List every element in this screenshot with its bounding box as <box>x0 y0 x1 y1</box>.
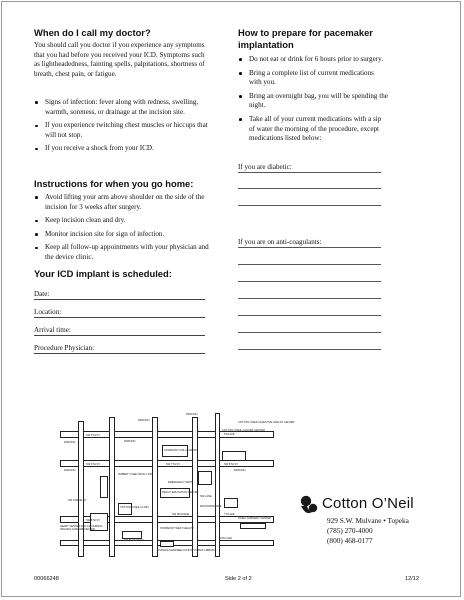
road <box>192 417 198 557</box>
building <box>224 498 238 508</box>
building-label: STORMONT VAIL HOSPITAL <box>164 449 199 452</box>
clinic-building <box>118 503 132 515</box>
anticoagulant-line[interactable] <box>238 247 381 248</box>
building-label: O'NEIL SURGERY CENTER <box>238 517 272 520</box>
arrival-time-label: Arrival time: <box>34 326 71 334</box>
list-item: Do not eat or drink for 6 hours prior to surgery. <box>238 55 388 65</box>
diabetic-line[interactable] <box>238 188 381 189</box>
list-item: Keep incision clean and dry. <box>34 216 212 226</box>
street-label: 7TH AVE <box>224 513 235 516</box>
cotton-oneil-logo-icon <box>298 494 320 516</box>
list-item: Keep all follow-up appointments with your physician and the device clinic. <box>34 243 212 262</box>
road <box>152 417 158 557</box>
anticoagulant-line[interactable] <box>238 281 381 282</box>
building-label: COTTON O'NEIL CLINIC <box>120 506 150 509</box>
list-item: Take all of your current medications with a sip of water the morning of the procedure, except medications listed below: <box>238 115 388 144</box>
parking-label: PARKING <box>138 419 150 422</box>
physician-field[interactable] <box>34 344 205 354</box>
building <box>198 471 212 485</box>
library-building <box>160 541 174 547</box>
street-label: SW 5TH ST <box>86 434 100 437</box>
list-item: Avoid lifting your arm above shoulder on the side of the incision for 3 weeks after surgery. <box>34 193 212 212</box>
prepare-list <box>238 55 388 148</box>
parking-label: PARKING <box>186 413 198 416</box>
form-code: 00066248 <box>34 576 59 582</box>
street-label: SW HORNE ST <box>68 499 87 502</box>
brand-name: Cotton O’Neil <box>322 495 414 512</box>
parking-label: PARKING <box>234 469 246 472</box>
schedule-heading: Your ICD implant is scheduled: <box>34 268 172 279</box>
diabetic-line[interactable] <box>238 205 381 206</box>
street-label: SW BUCHANAN <box>124 539 144 542</box>
building-label: TOPEKA SHAWNEE COUNTY PUBLIC LIBRARY <box>158 549 216 552</box>
prepare-heading: How to prepare for pacemaker implantation <box>238 27 373 50</box>
building <box>122 531 142 539</box>
building-label: HEART CENTER AND CV CARDIAC IMAGING & REHAB CENTER <box>60 525 103 531</box>
parking-label: PARKING <box>64 469 76 472</box>
list-item: If you receive a shock from your ICD. <box>34 144 212 154</box>
parking-label: PARKING <box>64 441 76 444</box>
arrival-time-field[interactable] <box>34 326 205 336</box>
call-doctor-intro: You should call you doctor if you experience any symptoms that you had before you received your ICD. Symptoms such as lightheadedness, fainting spells, palpitations, shortness of breath, chest pain, or fatigue. <box>34 41 205 78</box>
revision-date: 12/12 <box>405 576 419 582</box>
street-label: SW 8TH ST <box>224 463 238 466</box>
street-label: SW 6TH ST <box>86 463 100 466</box>
surgery-building <box>240 523 266 529</box>
anticoagulant-line[interactable] <box>238 298 381 299</box>
street-label: SW MULVANE <box>172 513 190 516</box>
home-instructions-heading: Instructions for when you go home: <box>34 178 194 189</box>
list-item: Bring a complete list of current medications with you. <box>238 69 388 88</box>
building-label: COTTON O'NEIL CANCER CENTER <box>222 429 265 432</box>
building <box>100 476 108 498</box>
brand-phone-tollfree: (800) 468-0177 <box>327 536 373 545</box>
brand-address: 929 S.W. Mulvane • Topeka <box>327 516 409 525</box>
page-side: Side 2 of 2 <box>225 576 252 582</box>
anticoagulant-line[interactable] <box>238 349 381 350</box>
road <box>215 413 220 557</box>
road <box>109 417 115 557</box>
list-item: If you experience twitching chest muscles or hiccups that will not stop. <box>34 121 212 140</box>
building-label: MAIN ENTRANCE <box>200 505 222 508</box>
anticoagulant-line[interactable] <box>238 264 381 265</box>
diabetic-label: If you are diabetic: <box>238 163 292 171</box>
anticoagulant-line[interactable] <box>238 315 381 316</box>
campus-map <box>60 413 295 557</box>
location-field[interactable] <box>34 308 205 318</box>
call-doctor-heading: When do I call my doctor? <box>34 27 151 38</box>
list-item: Signs of infection: fever along with redness, swelling, warmth, soreness, or drainage at the incision site. <box>34 98 212 117</box>
building-label: ROBERT O'NEIL BLDG 1700 <box>118 473 152 476</box>
building-label: PEGGY EDUCATION CENTER <box>162 491 199 494</box>
physician-label: Procedure Physician: <box>34 344 95 352</box>
building-label: COTTON O'NEIL DIGESTIVE HEALTH CENTER <box>238 421 295 424</box>
date-label: Date: <box>34 290 50 298</box>
street-label: SW 8TH ST <box>86 519 100 522</box>
list-item: Monitor incision site for sign of infection. <box>34 230 212 240</box>
building-label: EMERGENCY DEPT <box>168 481 193 484</box>
anticoagulant-label: If you are on anti-coagulants: <box>238 238 322 246</box>
location-label: Location: <box>34 308 62 316</box>
street-label: SW 7TH ST <box>166 463 180 466</box>
parking-label: PARKING <box>124 440 136 443</box>
date-field[interactable] <box>34 290 205 300</box>
building <box>222 451 246 461</box>
building-label: STORMONT WEST HEALTH <box>160 527 194 530</box>
list-item: Bring an overnight bag, you will be spending the night. <box>238 92 388 111</box>
street-label: 6TH AVE <box>224 433 235 436</box>
diabetic-line[interactable] <box>238 172 381 173</box>
brand-phone: (785) 270-4000 <box>327 526 373 535</box>
call-doctor-list <box>34 98 212 158</box>
street-label: SW LANE <box>200 495 212 498</box>
home-instructions-list <box>34 193 212 267</box>
road <box>78 421 84 557</box>
street-label: 10TH AVE <box>220 537 232 540</box>
anticoagulant-line[interactable] <box>238 332 381 333</box>
